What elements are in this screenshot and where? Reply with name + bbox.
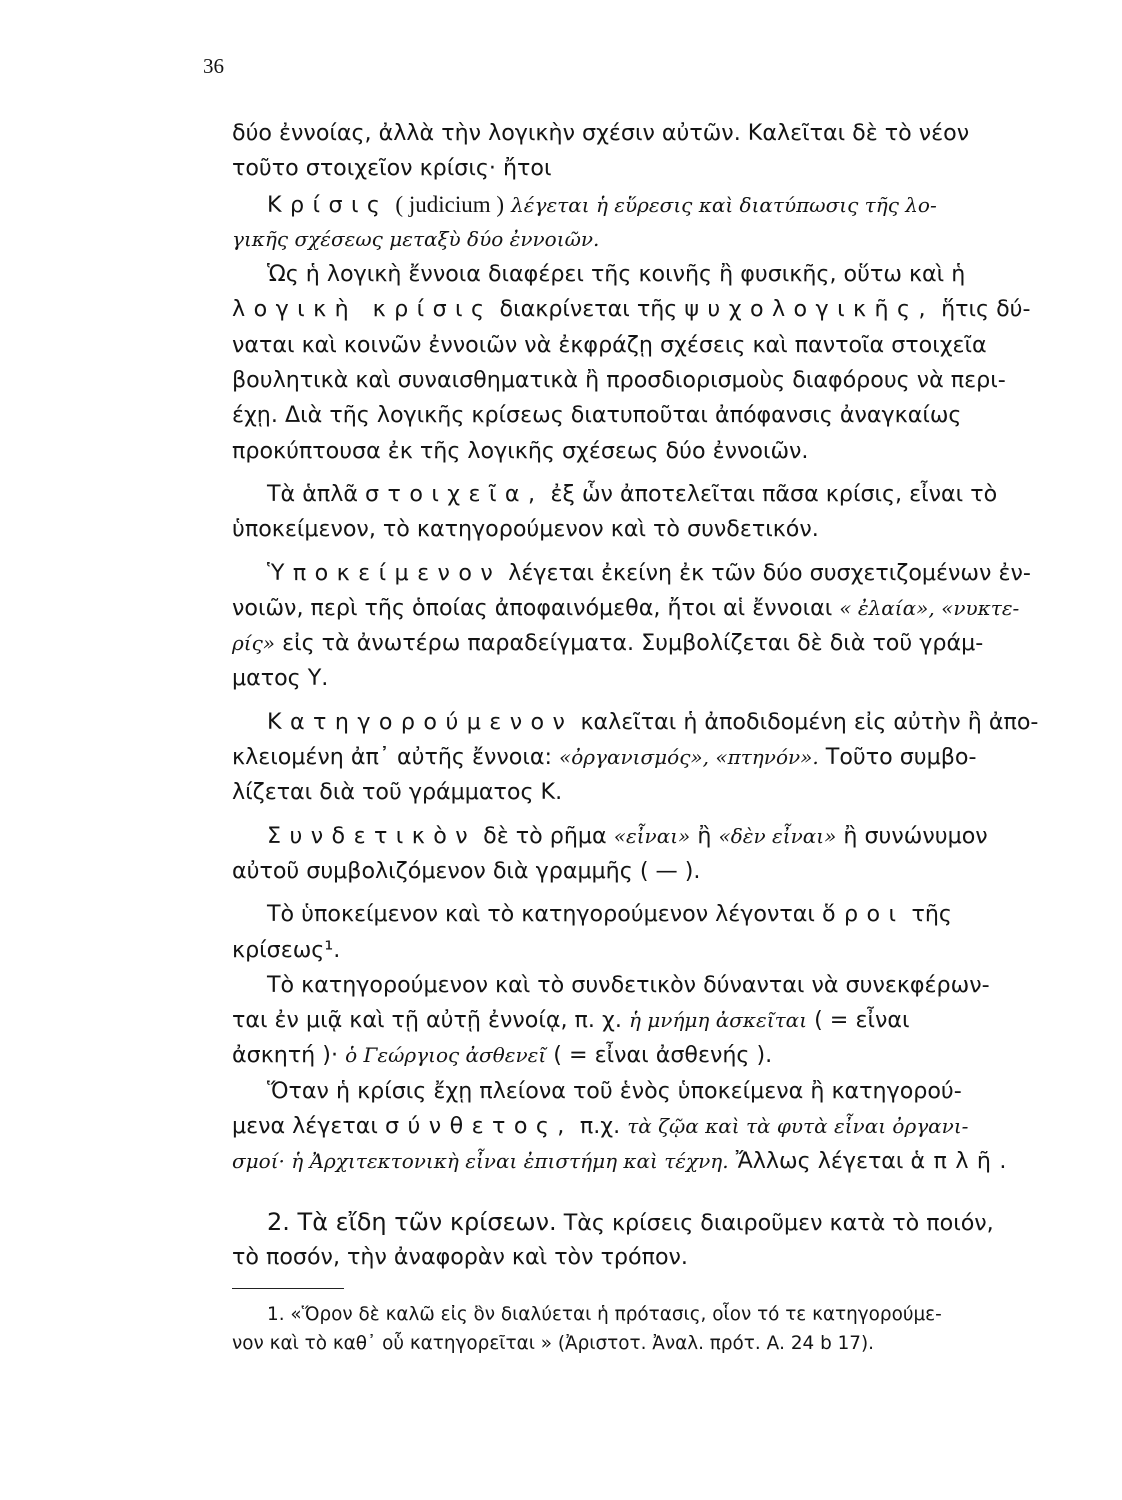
text-line: ματος Υ. — [232, 665, 329, 692]
text-line: λίζεται διὰ τοῦ γράμματος Κ. — [232, 779, 563, 806]
text-line: νοιῶν, περὶ τῆς ὁποίας ἀποφαινόμεθα, ἤτοι αἱ ἔννοιαι « ἐλαία», «νυκτε- — [232, 594, 1020, 621]
text-line: γικῆς σχέσεως μεταξὺ δύο ἐννοιῶν. — [232, 226, 600, 251]
text-line: Συνδετικὸν δὲ τὸ ρῆμα «εἶναι» ἢ «δὲν εἶναι» ἢ συνώνυμον — [267, 822, 988, 849]
text-line: έχῃ. Διὰ τῆς λογικῆς κρίσεως διατυποῦται ἀπόφανσις ἀναγκαίως — [232, 402, 962, 429]
text-line: αὐτοῦ συμβολιζόμενον διὰ γραμμῆς ( — ). — [232, 857, 701, 884]
footnote-line: νον καὶ τὸ καθ᾽ οὗ κατηγορεῖται » (Ἀριστοτ. Ἀναλ. πρότ. Α. 24 b 17). — [232, 1333, 875, 1354]
text-line: Ὡς ἡ λογικὴ ἔννοια διαφέρει τῆς κοινῆς ἢ φυσικῆς, οὕτω καὶ ἡ — [267, 261, 966, 288]
text-line: ναται καὶ κοινῶν ἐννοιῶν νὰ ἐκφράζῃ σχέσεις καὶ παντοῖα στοιχεῖα — [232, 331, 987, 358]
definition-line: Κρίσις ( judicium ) λέγεται ἡ εὕρεσις καὶ διατύπωσις τῆς λο- — [267, 191, 937, 218]
page-number: 36 — [203, 54, 224, 78]
section-heading-line: 2. Τὰ εἴδη τῶν κρίσεων. Τὰς κρίσεις διαιροῦμεν κατὰ τὸ ποιόν, — [267, 1207, 994, 1236]
text-line: δύο ἐννοίας, ἀλλὰ τὴν λογικὴν σχέσιν αὐτῶν. Καλεῖται δὲ τὸ νέον — [232, 120, 970, 146]
text-line: Ὑποκείμενον λέγεται ἐκείνη ἐκ τῶν δύο συσχετιζομένων ἐν- — [267, 559, 1031, 586]
text-line: ρίς» εἰς τὰ ἀνωτέρω παραδείγματα. Συμβολίζεται δὲ διὰ τοῦ γράμ- — [232, 630, 984, 657]
text-line: τὸ ποσόν, τὴν ἀναφορὰν καὶ τὸν τρόπον. — [232, 1243, 688, 1270]
text-line: μενα λέγεται σύνθετος, π.χ. τὰ ζῷα καὶ τὰ φυτὰ εἶναι ὀργανι- — [232, 1113, 969, 1140]
latin-term: ( judicium ) — [395, 191, 505, 217]
text-line: προκύπτουσα ἐκ τῆς λογικῆς σχέσεως δύο ἐννοιῶν. — [232, 437, 809, 464]
body-text — [232, 116, 1074, 1275]
text-line: Κατηγορούμενον καλεῖται ἡ ἀποδιδομένη εἰς αὐτὴν ἢ ἀπο- — [267, 708, 1039, 735]
text-line: Τὸ κατηγορούμενον καὶ τὸ συνδετικὸν δύνανται νὰ συνεκφέρων- — [267, 971, 990, 998]
text-line: σμοί· ἡ Ἀρχιτεκτονικὴ εἶναι ἐπιστήμη καὶ τέχνη. Ἄλλως λέγεται ἁπλῆ. — [232, 1148, 1015, 1175]
text-line: ὑποκείμενον, τὸ κατηγορούμενον καὶ τὸ συνδετικόν. — [232, 516, 819, 543]
term-krisis: Κρίσις — [267, 191, 389, 218]
text-line: κλειομένη ἀπ᾽ αὐτῆς ἔννοια: «ὀργανισμός», «πτηνόν». Τοῦτο συμβο- — [232, 744, 977, 771]
footnote-line: 1. «Ὅρον δὲ καλῶ εἰς ὃν διαλύεται ἡ πρότασις, οἷον τό τε κατηγορούμε- — [267, 1304, 942, 1325]
text-line: βουλητικὰ καὶ συναισθηματικὰ ἢ προσδιορισμοὺς διαφόρους νὰ περι- — [232, 367, 1006, 394]
text-line: Τὸ ὑποκείμενον καὶ τὸ κατηγορούμενον λέγονται ὅροι τῆς — [267, 901, 952, 928]
text-line: ἀσκητή )· ὁ Γεώργιος ἀσθενεῖ ( = εἶναι ἀσθενής ). — [232, 1042, 773, 1069]
text-line: λογικὴ κρίσις διακρίνεται τῆς ψυχολογικῆς, ἥτις δύ- — [232, 296, 1031, 323]
footnote — [232, 1300, 1074, 1358]
section-heading: 2. Τὰ εἴδη τῶν κρίσεων. — [267, 1207, 557, 1236]
text-line: ται ἐν μιᾷ καὶ τῇ αὐτῇ ἐννοίᾳ, π. χ. ἡ μνήμη ἀσκεῖται ( = εἶναι — [232, 1007, 910, 1034]
text-line: Ὅταν ἡ κρίσις ἔχῃ πλείονα τοῦ ἑνὸς ὑποκείμενα ἢ κατηγορού- — [267, 1077, 962, 1104]
text-line — [232, 933, 1074, 968]
footnote-divider — [232, 1288, 344, 1289]
footnote-reference: κρίσεως¹. — [232, 936, 341, 963]
text-line: Τὰ ἁπλᾶ στοιχεῖα, ἐξ ὧν ἀποτελεῖται πᾶσα κρίσις, εἶναι τὸ — [267, 480, 998, 507]
text-line: τοῦτο στοιχεῖον κρίσις· ἤτοι — [232, 155, 552, 182]
